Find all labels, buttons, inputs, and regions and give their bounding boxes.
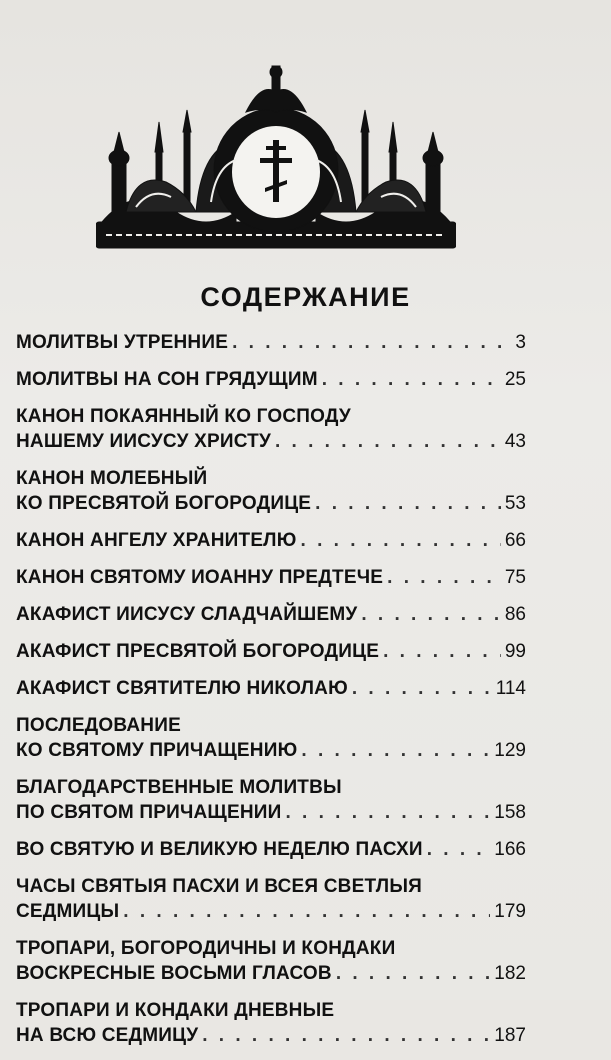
- dot-leader: [427, 837, 491, 862]
- dot-leader: [232, 330, 504, 355]
- dot-leader: [322, 367, 501, 392]
- toc-entry-title: МОЛИТВЫ НА СОН ГРЯДУЩИМ: [16, 369, 318, 390]
- toc-entry[interactable]: [16, 466, 526, 516]
- toc-page-number: 99: [504, 641, 526, 662]
- toc-entry-title: МОЛИТВЫ УТРЕННИЕ: [16, 332, 229, 353]
- toc-page-number: 187: [494, 1025, 526, 1046]
- toc-entry-title: ВО СВЯТУЮ И ВЕЛИКУЮ НЕДЕЛЮ ПАСХИ: [16, 839, 423, 860]
- toc-entry-row: [16, 738, 526, 763]
- toc-entry-title: КАНОН АНГЕЛУ ХРАНИТЕЛЮ: [16, 530, 297, 551]
- toc-entry-title: НА ВСЮ СЕДМИЦУ: [16, 1025, 199, 1046]
- dot-leader: [383, 639, 501, 664]
- toc-entry-title: ВОСКРЕСНЫЕ ВОСЬМИ ГЛАСОВ: [16, 963, 332, 984]
- toc-entry-title-line: БЛАГОДАРСТВЕННЫЕ МОЛИТВЫ: [16, 777, 342, 798]
- dot-leader: [336, 961, 490, 986]
- toc-entry-row: [16, 429, 526, 454]
- toc-entry[interactable]: [16, 602, 526, 627]
- toc-entry[interactable]: [16, 404, 526, 454]
- toc-entry[interactable]: [16, 565, 526, 590]
- toc-entry[interactable]: [16, 367, 526, 392]
- toc-entry[interactable]: [16, 775, 526, 825]
- table-of-contents: [16, 330, 526, 1060]
- toc-page-number: 75: [504, 567, 526, 588]
- toc-entry-title: АКАФИСТ СВЯТИТЕЛЮ НИКОЛАЮ: [16, 678, 348, 699]
- toc-entry[interactable]: [16, 639, 526, 664]
- toc-entry-row: [16, 1023, 526, 1048]
- toc-entry-title: НАШЕМУ ИИСУСУ ХРИСТУ: [16, 431, 271, 452]
- toc-page-number: 166: [494, 839, 526, 860]
- dot-leader: [315, 491, 501, 516]
- toc-entry-title-line: КАНОН ПОКАЯННЫЙ КО ГОСПОДУ: [16, 406, 351, 427]
- toc-page-number: 182: [494, 963, 526, 984]
- toc-page-number: 25: [504, 369, 526, 390]
- dot-leader: [275, 429, 501, 454]
- toc-entry-row: [16, 800, 526, 825]
- toc-entry-row: [16, 837, 526, 862]
- toc-entry-title: КАНОН СВЯТОМУ ИОАННУ ПРЕДТЕЧЕ: [16, 567, 384, 588]
- toc-entry-row: [16, 639, 526, 664]
- toc-entry-row: [16, 602, 526, 627]
- toc-page-number: 129: [494, 740, 526, 761]
- toc-entry-title-line: ПОСЛЕДОВАНИЕ: [16, 715, 181, 736]
- dot-leader: [285, 800, 490, 825]
- toc-entry-row: [16, 491, 526, 516]
- toc-entry[interactable]: [16, 874, 526, 924]
- toc-entry[interactable]: [16, 330, 526, 355]
- dot-leader: [301, 528, 501, 553]
- toc-page-number: 158: [494, 802, 526, 823]
- dot-leader: [361, 602, 500, 627]
- dot-leader: [387, 565, 501, 590]
- toc-page-number: 66: [504, 530, 526, 551]
- toc-entry-title: АКАФИСТ ИИСУСУ СЛАДЧАЙШЕМУ: [16, 604, 358, 625]
- toc-entry-row: [16, 899, 526, 924]
- toc-entry-row: [16, 367, 526, 392]
- toc-entry-title: СЕДМИЦЫ: [16, 901, 120, 922]
- toc-entry[interactable]: [16, 837, 526, 862]
- toc-entry[interactable]: [16, 998, 526, 1048]
- ornamental-headpiece-icon: [96, 62, 456, 254]
- toc-entry-row: [16, 961, 526, 986]
- toc-entry-title: КО СВЯТОМУ ПРИЧАЩЕНИЮ: [16, 740, 298, 761]
- toc-entry-title-line: ЧАСЫ СВЯТЫЯ ПАСХИ И ВСЕЯ СВЕТЛЫЯ: [16, 876, 422, 897]
- toc-page-number: 43: [504, 431, 526, 452]
- toc-page-number: 53: [504, 493, 526, 514]
- toc-entry-row: [16, 330, 526, 355]
- toc-entry-row: [16, 565, 526, 590]
- dot-leader: [123, 899, 490, 924]
- toc-entry[interactable]: [16, 528, 526, 553]
- toc-page-number: 179: [494, 901, 526, 922]
- toc-entry-row: [16, 528, 526, 553]
- toc-entry[interactable]: [16, 676, 526, 701]
- dot-leader: [352, 676, 492, 701]
- dot-leader: [301, 738, 490, 763]
- page-title: СОДЕРЖАНИЕ: [200, 282, 411, 312]
- toc-entry-title: ПО СВЯТОМ ПРИЧАЩЕНИИ: [16, 802, 282, 823]
- toc-page-number: 3: [515, 332, 526, 353]
- dot-leader: [202, 1023, 490, 1048]
- toc-entry-title-line: ТРОПАРИ, БОГОРОДИЧНЫ И КОНДАКИ: [16, 938, 396, 959]
- toc-page-number: 114: [495, 678, 526, 699]
- toc-page-number: 86: [504, 604, 526, 625]
- toc-entry-title: АКАФИСТ ПРЕСВЯТОЙ БОГОРОДИЦЕ: [16, 641, 380, 662]
- toc-entry[interactable]: [16, 936, 526, 986]
- toc-entry-title: КО ПРЕСВЯТОЙ БОГОРОДИЦЕ: [16, 493, 312, 514]
- toc-entry-row: [16, 676, 526, 701]
- toc-entry[interactable]: [16, 713, 526, 763]
- toc-entry-title-line: КАНОН МОЛЕБНЫЙ: [16, 468, 208, 489]
- toc-entry-title-line: ТРОПАРИ И КОНДАКИ ДНЕВНЫЕ: [16, 1000, 335, 1021]
